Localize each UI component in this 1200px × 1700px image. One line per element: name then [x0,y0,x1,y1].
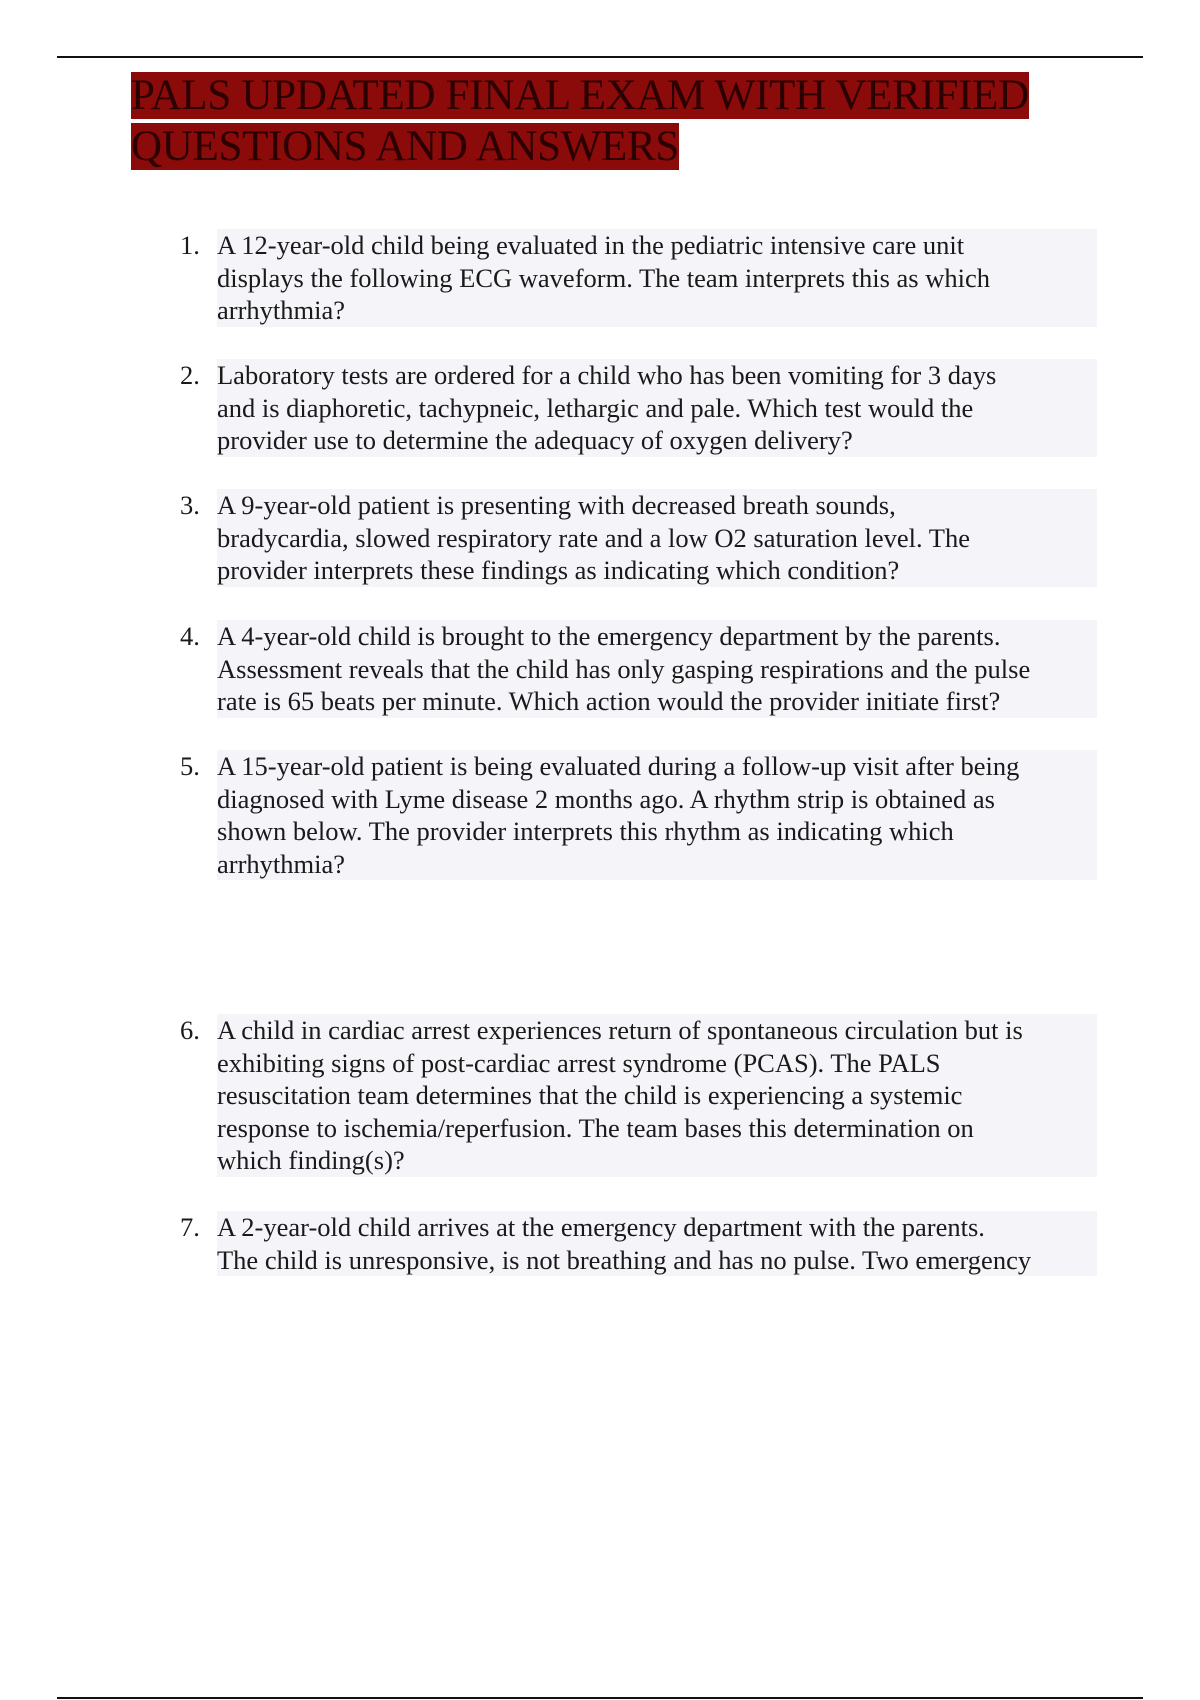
question-line: The child is unresponsive, is not breathing and has no pulse. Two emergency [217,1244,1032,1275]
bottom-rule [57,1697,1143,1699]
question-line: provider interprets these findings as indicating which condition? [217,555,900,585]
question-line: A 4-year-old child is brought to the emergency department by the parents. [217,621,1001,651]
question-number: 2. [180,360,200,390]
question-line: exhibiting signs of post-cardiac arrest syndrome (PCAS). The PALS [217,1047,941,1078]
question-line: A child in cardiac arrest experiences return of spontaneous circulation but is [217,1015,1023,1045]
question-line: provider use to determine the adequacy of oxygen delivery? [217,425,853,455]
document-title [131,70,1091,172]
question-number: 1. [180,230,200,260]
question-line: shown below. The provider interprets this rhythm as indicating which [217,816,954,846]
question-line: and is diaphoretic, tachypneic, lethargic and pale. Which test would the [217,392,974,423]
question-line: A 15-year-old patient is being evaluated during a follow-up visit after being [217,751,1020,781]
title-line-1: PALS UPDATED FINAL EXAM WITH VERIFIED [131,72,1029,119]
question-number: 6. [180,1015,200,1045]
question-line: A 12-year-old child being evaluated in the pediatric intensive care unit [217,230,965,260]
question-text [217,1211,1097,1276]
question-text [217,229,1097,327]
question-line: which finding(s)? [217,1145,405,1175]
question-line: rate is 65 beats per minute. Which action would the provider initiate first? [217,686,1001,716]
question-line: Assessment reveals that the child has only gasping respirations and the pulse [217,653,1031,684]
question-line: arrhythmia? [217,848,346,879]
question-text [217,359,1097,457]
question-line: resuscitation team determines that the child is experiencing a systemic [217,1080,963,1110]
question-text [217,750,1097,880]
title-line-2: QUESTIONS AND ANSWERS [131,123,679,170]
question-text [217,489,1097,587]
question-line: response to ischemia/reperfusion. The team bases this determination on [217,1112,974,1143]
question-number: 3. [180,490,200,520]
question-line: displays the following ECG waveform. The team interprets this as which [217,262,991,293]
question-line: A 2-year-old child arrives at the emergency department with the parents. [217,1212,985,1242]
question-line: Laboratory tests are ordered for a child who has been vomiting for 3 days [217,360,997,390]
question-line: arrhythmia? [217,295,346,325]
question-line: A 9-year-old patient is presenting with decreased breath sounds, [217,490,896,520]
top-rule [57,56,1143,58]
question-text [217,620,1097,718]
question-text [217,1014,1097,1177]
question-line: bradycardia, slowed respiratory rate and a low O2 saturation level. The [217,522,971,553]
question-number: 5. [180,751,200,781]
question-number: 4. [180,621,200,651]
question-number: 7. [180,1212,200,1242]
question-line: diagnosed with Lyme disease 2 months ago. A rhythm strip is obtained as [217,783,995,814]
